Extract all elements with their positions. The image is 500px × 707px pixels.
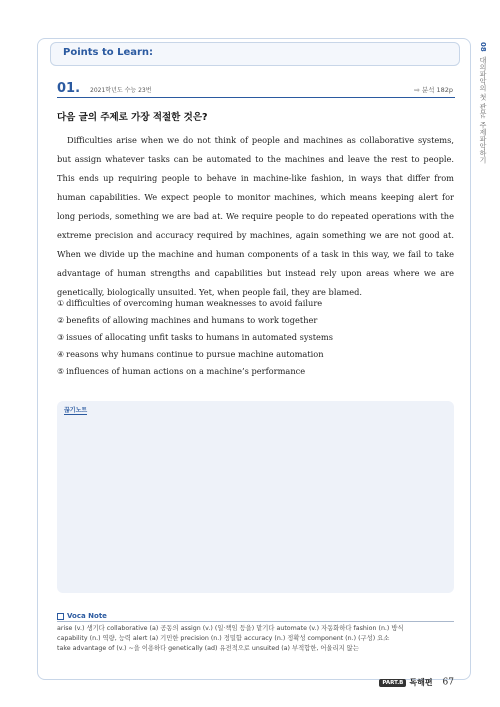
part-badge: PART.B — [379, 679, 406, 687]
voca-line: arise (v.) 생기다 collaborative (a) 공동의 assign (v.) (일·책임 등을) 맡기다 automate (v.) 자동화하다 fashion (n.) 방식 — [57, 625, 404, 632]
option-mark: ② — [57, 316, 65, 325]
passage-text: Difficulties arise when we do not think of people and machines as collaborative systems, but assign whatever tasks can be automated to the machines and leave the rest to people. This ends up requiring people to behave in machine-like fashion, in ways that differ from human capabilities. We expect people to monitor machines, which means keeping alert for long periods, something we are bad at. We require people to do repeated operations with the extreme precision and accuracy required by machines, again something we are not good at. When we divide up the machine and human components of a task in this way, we fail to take advantage of human strengths and capabilities but instead rely upon areas where we are genetically, biologically unsuited. Yet, when people fail, they are blamed. — [57, 135, 454, 297]
option-text: issues of allocating unfit tasks to humans in automated systems — [66, 332, 333, 342]
option-text: difficulties of overcoming human weaknesses to avoid failure — [66, 298, 323, 308]
points-to-learn-bar — [50, 42, 460, 66]
page-footer — [379, 677, 454, 689]
voca-divider — [57, 621, 454, 622]
question-divider — [57, 97, 455, 98]
option-text: influences of human actions on a machine’s performance — [66, 366, 306, 376]
points-to-learn-title: Points to Learn: — [63, 47, 154, 58]
page-number: 67 — [442, 677, 454, 688]
answer-options — [57, 295, 454, 380]
reading-passage — [57, 131, 454, 302]
side-tab — [472, 42, 494, 182]
answer-option-3[interactable] — [57, 329, 454, 346]
option-mark: ③ — [57, 333, 65, 342]
option-mark: ① — [57, 299, 65, 308]
note-area[interactable] — [57, 401, 454, 593]
side-tab-label: 대의파악의 첫 관문: 주제파악하기 — [479, 56, 487, 164]
question-prompt: 다음 글의 주제로 가장 적절한 것은? — [57, 112, 208, 123]
checkbox-icon — [57, 613, 64, 620]
note-area-label: 끊기노트 — [64, 407, 88, 414]
answer-option-1[interactable] — [57, 295, 454, 312]
voca-line: capability (n.) 역량, 능력 alert (a) 기민한 precision (n.) 정밀함 accuracy (n.) 정확성 component (n.) (구성) 요소 — [57, 635, 390, 642]
voca-line: take advantage of (v.) ~을 이용하다 genetically (ad) 유전적으로 unsuited (a) 부적합한, 어울리지 않는 — [57, 645, 359, 652]
section-name: 독해편 — [409, 678, 433, 687]
answer-option-5[interactable] — [57, 363, 454, 380]
voca-note-list — [57, 624, 457, 654]
side-tab-number: 08 — [479, 42, 487, 52]
voca-note-title — [57, 612, 107, 620]
answer-option-2[interactable] — [57, 312, 454, 329]
option-text: benefits of allowing machines and humans to work together — [66, 315, 318, 325]
question-number: 01. — [57, 81, 81, 96]
analysis-reference-link[interactable]: ⇨ 분석 182p — [414, 86, 453, 94]
option-mark: ④ — [57, 350, 65, 359]
question-source: 2021학년도 수능 23번 — [90, 87, 152, 94]
option-mark: ⑤ — [57, 367, 65, 376]
voca-note-label: Voca Note — [67, 612, 107, 620]
answer-option-4[interactable] — [57, 346, 454, 363]
option-text: reasons why humans continue to pursue machine automation — [66, 349, 324, 359]
